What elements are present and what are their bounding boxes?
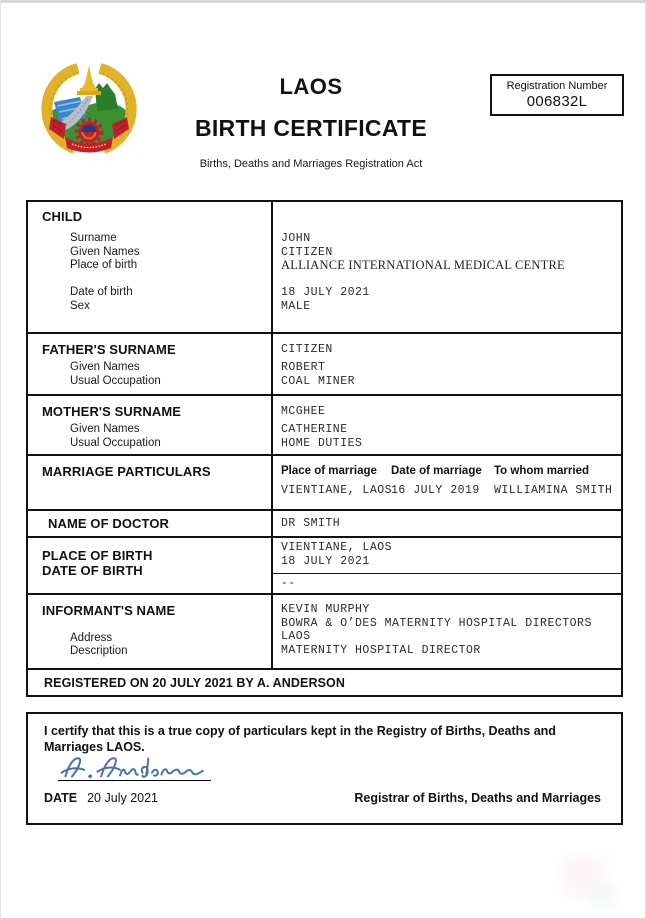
informant-description-value: MATERNITY HOSPITAL DIRECTOR [281,643,481,657]
doctor-section-title: NAME OF DOCTOR [48,516,170,531]
registrar-title: Registrar of Births, Deaths and Marriages [354,791,601,805]
birth-note-cell [273,574,621,593]
birth-place-value: VIENTIANE, LAOS [281,541,393,554]
informant-address-label: Address [70,631,113,644]
doctor-name-value: DR SMITH [281,517,341,530]
place-of-birth-label: PLACE OF BIRTH [42,548,153,563]
child-sex-value: MALE [281,299,311,313]
marriage-values-cell [273,456,621,509]
child-given-names-label: Given Names [70,245,140,258]
certification-box [26,712,623,825]
date-of-marriage-value: 16 JULY 2019 [391,484,480,497]
date-of-birth-label: DATE OF BIRTH [42,563,143,578]
page-top-edge [1,0,645,3]
doctor-label-cell [28,511,273,536]
mother-section [28,396,621,456]
document-title: BIRTH CERTIFICATE [194,115,428,141]
registration-number-label: Registration Number [506,80,608,92]
date-of-marriage-label: Date of marriage [391,465,482,477]
scan-artifact [561,855,611,900]
child-date-of-birth-value: 18 JULY 2021 [281,286,370,299]
birth-place-date-section [28,538,621,595]
father-surname-value: CITIZEN [281,343,333,356]
informant-section-title: INFORMANT'S NAME [42,603,176,618]
father-values-cell [273,334,621,394]
to-whom-married-label: To whom married [494,465,589,477]
child-section [28,202,621,334]
child-surname-value: JOHN [281,232,311,245]
place-of-marriage-value: VIENTIANE, LAOS [281,484,393,497]
birth-note-value: -- [281,577,296,590]
mother-occupation-label: Usual Occupation [70,436,161,449]
registration-number-box [490,74,624,116]
doctor-value-cell [273,511,621,536]
country-title: LAOS [279,74,343,99]
marriage-section-title: MARRIAGE PARTICULARS [42,464,211,479]
child-place-of-birth-value: ALLIANCE INTERNATIONAL MEDICAL CENTRE [281,258,565,272]
signature-line [58,780,211,781]
mother-surname-value: MCGHEE [281,405,326,418]
marriage-label-cell [28,456,273,509]
registration-act-subtitle: Births, Deaths and Marriages Registration Act [199,158,423,170]
child-surname-label: Surname [70,232,117,244]
date-value: 20 July 2021 [87,791,158,805]
marriage-column-headers [281,464,615,479]
registered-statement: REGISTERED ON 20 JULY 2021 BY A. ANDERSON [44,675,345,690]
informant-labels-cell [28,595,273,668]
birth-date-value: 18 JULY 2021 [281,554,370,568]
birth-values-cell [273,538,621,593]
mother-labels-cell [28,396,273,454]
informant-section [28,595,621,670]
certification-statement: I certify that this is a true copy of particulars kept in the Registry of Births, Deaths and Marriages LAOS. [44,724,556,754]
father-labels-cell [28,334,273,394]
certification-date [44,791,158,805]
child-date-of-birth-label: Date of birth [70,286,133,298]
mother-given-names-label: Given Names [70,423,140,435]
mother-given-names-value: CATHERINE [281,423,348,436]
father-given-names-label: Given Names [70,361,140,373]
informant-values-cell [273,595,621,668]
mother-occupation-value: HOME DUTIES [281,436,363,450]
father-given-names-value: ROBERT [281,361,326,374]
child-labels-cell [28,202,273,332]
to-whom-married-value: WILLIAMINA SMITH [494,484,613,497]
scan-artifact [586,880,621,910]
spacer [281,210,615,232]
spacer [281,273,615,287]
child-values-cell [273,202,621,332]
father-occupation-value: COAL MINER [281,374,356,388]
child-given-names-value: CITIZEN [281,245,333,259]
registered-section [28,670,621,695]
informant-description-label: Description [70,645,128,657]
child-sex-label: Sex [70,299,90,312]
spacer [42,273,265,287]
mother-section-title: MOTHER'S SURNAME [42,404,182,419]
informant-address-value: LAOS [281,630,311,643]
laos-national-emblem-icon [39,58,139,160]
informant-name-line2: BOWRA & O’DES MATERNITY HOSPITAL DIRECTORS [281,616,592,630]
doctor-section [28,511,621,538]
date-label: DATE [44,791,78,805]
father-section-title: FATHER'S SURNAME [42,342,176,357]
registration-number-value: 006832L [526,93,588,110]
father-section [28,334,621,396]
certificate-table [26,200,623,697]
marriage-section [28,456,621,511]
registrar-signature [56,748,216,791]
spacer [42,618,265,632]
document-titles [146,74,476,170]
certification-footer [44,791,601,805]
birth-labels-cell [28,538,273,593]
child-section-title: CHILD [42,209,83,224]
mother-values-cell [273,396,621,454]
informant-name-line1: KEVIN MURPHY [281,603,370,616]
marriage-column-values [281,484,615,498]
birth-place-date-values [273,538,621,574]
father-occupation-label: Usual Occupation [70,374,161,387]
child-place-of-birth-label: Place of birth [70,259,138,271]
place-of-marriage-label: Place of marriage [281,465,377,477]
